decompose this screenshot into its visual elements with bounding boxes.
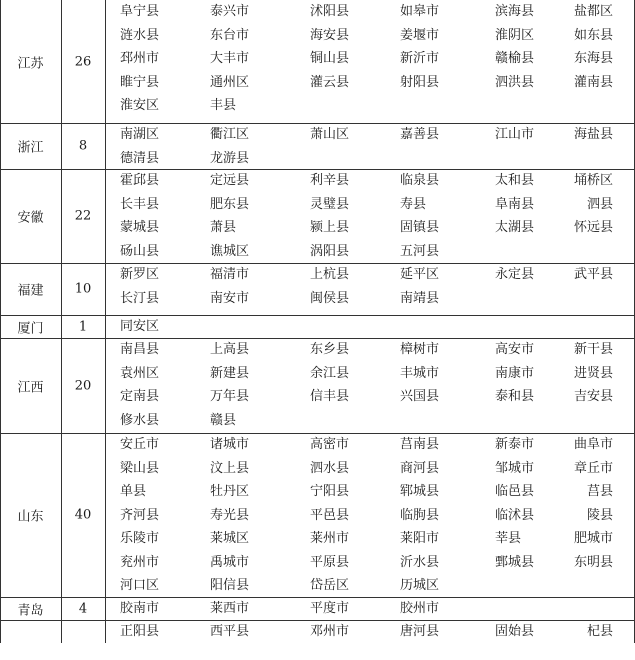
county-name: 谯城区 <box>210 243 250 259</box>
county-name: 商河县 <box>400 460 440 476</box>
county-name: 正阳县 <box>120 624 160 639</box>
county-name: 寿光县 <box>210 507 250 523</box>
county-name: 定南县 <box>120 389 160 404</box>
county-name: 江山市 <box>495 127 535 142</box>
county-name: 新建县 <box>210 365 250 381</box>
county-list-cell <box>105 263 635 315</box>
county-name: 萧县 <box>210 220 237 235</box>
county-name: 陵县 <box>586 507 613 523</box>
county-count: 40 <box>74 507 92 523</box>
county-name: 禹城市 <box>210 554 250 570</box>
county-name: 新罗区 <box>120 267 160 282</box>
county-name: 单县 <box>120 484 147 499</box>
county-name: 利辛县 <box>310 173 350 188</box>
county-name: 临沭县 <box>495 507 535 523</box>
county-name: 蒙城县 <box>120 220 160 235</box>
county-name: 灌南县 <box>573 74 613 90</box>
county-name: 新泰市 <box>495 437 535 452</box>
county-name: 埇桥区 <box>573 173 613 188</box>
count-cell <box>61 338 105 433</box>
county-name: 平度市 <box>310 601 350 616</box>
county-count: 10 <box>74 281 92 297</box>
county-name: 胶南市 <box>120 601 160 616</box>
county-name: 齐河县 <box>120 507 160 523</box>
county-name: 胶州市 <box>400 601 440 616</box>
row-divider <box>0 338 635 339</box>
county-count: 4 <box>78 601 88 616</box>
county-name: 莱城区 <box>210 531 250 546</box>
row-divider <box>0 169 635 170</box>
county-name: 阜南县 <box>495 196 535 212</box>
county-name: 泗水县 <box>310 460 350 476</box>
county-name: 河口区 <box>120 578 160 593</box>
county-name: 固始县 <box>495 624 535 639</box>
county-name: 淮阴区 <box>495 27 535 43</box>
county-list-cell <box>105 0 635 123</box>
county-name: 莱阳市 <box>400 531 440 546</box>
county-name: 滨海县 <box>495 4 535 19</box>
county-count: 26 <box>74 54 92 69</box>
county-name: 上高县 <box>210 342 250 357</box>
row-divider <box>0 315 635 316</box>
county-name: 通州区 <box>210 74 250 90</box>
county-name: 涡阳县 <box>310 243 350 259</box>
row-divider <box>0 123 635 124</box>
county-name: 修水县 <box>120 412 160 428</box>
county-name: 盐都区 <box>573 4 613 19</box>
county-list-cell <box>105 597 635 620</box>
county-name: 淮安区 <box>120 98 160 113</box>
table-row <box>0 315 635 338</box>
county-name: 兖州市 <box>120 554 160 570</box>
county-name: 五河县 <box>400 243 440 259</box>
row-divider <box>0 597 635 598</box>
county-name: 梁山县 <box>120 460 160 476</box>
county-name: 姜堰市 <box>400 27 440 43</box>
province-name: 山东 <box>17 509 44 525</box>
county-name: 砀山县 <box>120 243 160 259</box>
table-row <box>0 620 635 660</box>
column-divider <box>61 0 62 643</box>
county-name: 莘县 <box>495 531 522 546</box>
county-name: 太和县 <box>495 173 535 188</box>
county-name: 安丘市 <box>120 437 160 452</box>
county-name: 鄄城县 <box>495 554 535 570</box>
county-name: 高密市 <box>310 437 350 452</box>
county-name: 长汀县 <box>120 290 160 306</box>
county-name: 涟水县 <box>120 27 160 43</box>
count-cell <box>61 597 105 620</box>
table-row <box>0 169 635 263</box>
count-cell <box>61 169 105 263</box>
county-name: 泰兴市 <box>210 4 250 19</box>
county-name: 平邑县 <box>310 507 350 523</box>
county-count: 1 <box>78 319 88 334</box>
row-divider <box>0 433 635 434</box>
county-name: 杞县 <box>586 624 613 639</box>
county-name: 丰县 <box>210 98 237 113</box>
county-name: 东明县 <box>573 554 613 570</box>
county-name: 余江县 <box>310 365 350 381</box>
county-name: 海盐县 <box>573 127 613 142</box>
province-cell <box>0 169 61 263</box>
county-name: 阜宁县 <box>120 4 160 19</box>
county-name: 东台市 <box>210 27 250 43</box>
county-name: 南安市 <box>210 290 250 306</box>
county-name: 唐河县 <box>400 624 440 639</box>
county-name: 寿县 <box>400 196 427 212</box>
county-name: 邹城市 <box>495 460 535 476</box>
province-cell <box>0 597 61 620</box>
county-name: 同安区 <box>120 319 160 334</box>
province-cell <box>0 0 61 123</box>
province-name: 安徽 <box>17 210 44 226</box>
county-name: 霍邱县 <box>120 173 160 188</box>
county-name: 怀远县 <box>573 220 613 235</box>
county-name: 历城区 <box>400 578 440 593</box>
table-row <box>0 597 635 620</box>
county-name: 诸城市 <box>210 437 250 452</box>
table-row <box>0 0 635 123</box>
count-cell <box>61 263 105 315</box>
province-name: 江苏 <box>17 56 44 71</box>
county-list-cell <box>105 620 635 660</box>
province-cell <box>0 338 61 433</box>
province-name: 福建 <box>17 283 44 299</box>
province-cell <box>0 620 61 660</box>
county-count: 8 <box>78 138 88 154</box>
county-name: 赣县 <box>210 412 237 428</box>
county-name: 邳州市 <box>120 51 160 66</box>
count-cell <box>61 0 105 123</box>
county-name: 龙游县 <box>210 150 250 166</box>
county-name: 信丰县 <box>310 389 350 404</box>
county-name: 乐陵市 <box>120 531 160 546</box>
column-divider <box>105 0 106 643</box>
county-name: 铜山县 <box>310 51 350 66</box>
county-name: 樟树市 <box>400 342 440 357</box>
county-name: 海安县 <box>310 27 350 43</box>
county-count: 22 <box>74 208 92 224</box>
province-cell <box>0 315 61 338</box>
province-name: 厦门 <box>17 321 44 336</box>
count-cell <box>61 620 105 660</box>
county-count: 20 <box>74 378 92 393</box>
row-divider <box>0 263 635 264</box>
table-row <box>0 338 635 433</box>
county-name: 灌云县 <box>310 74 350 90</box>
count-cell <box>61 433 105 597</box>
county-name: 灵璧县 <box>310 196 350 212</box>
county-name: 袁州区 <box>120 365 160 381</box>
county-name: 南靖县 <box>400 290 440 306</box>
county-name: 上杭县 <box>310 267 350 282</box>
count-cell <box>61 315 105 338</box>
province-cell <box>0 123 61 169</box>
county-name: 郓城县 <box>400 484 440 499</box>
county-name: 临邑县 <box>495 484 535 499</box>
county-name: 兴国县 <box>400 389 440 404</box>
table-row <box>0 123 635 169</box>
county-name: 西平县 <box>210 624 250 639</box>
county-name: 萧山区 <box>310 127 350 142</box>
county-list-cell <box>105 433 635 597</box>
county-name: 德清县 <box>120 150 160 166</box>
county-name: 睢宁县 <box>120 74 160 90</box>
county-name: 闽侯县 <box>310 290 350 306</box>
county-name: 曲阜市 <box>573 437 613 452</box>
county-name: 岱岳区 <box>310 578 350 593</box>
county-name: 莱州市 <box>310 531 350 546</box>
county-name: 东乡县 <box>310 342 350 357</box>
county-name: 莱西市 <box>210 601 250 616</box>
county-name: 临朐县 <box>400 507 440 523</box>
province-name: 青岛 <box>17 603 44 618</box>
county-name: 大丰市 <box>210 51 250 66</box>
count-cell <box>61 123 105 169</box>
county-name: 长丰县 <box>120 196 160 212</box>
table-row <box>0 433 635 597</box>
county-name: 邓州市 <box>310 624 350 639</box>
county-name: 泗县 <box>586 196 613 212</box>
county-name: 平原县 <box>310 554 350 570</box>
county-name: 泰和县 <box>495 389 535 404</box>
county-name: 武平县 <box>573 267 613 282</box>
county-name: 福清市 <box>210 267 250 282</box>
province-cell <box>0 263 61 315</box>
county-list-cell <box>105 123 635 169</box>
county-name: 如皋市 <box>400 4 440 19</box>
county-name: 阳信县 <box>210 578 250 593</box>
county-name: 沂水县 <box>400 554 440 570</box>
county-name: 固镇县 <box>400 220 440 235</box>
county-name: 宁阳县 <box>310 484 350 499</box>
county-name: 射阳县 <box>400 74 440 90</box>
county-name: 赣榆县 <box>495 51 535 66</box>
county-name: 衢江区 <box>210 127 250 142</box>
county-name: 新沂市 <box>400 51 440 66</box>
county-name: 汶上县 <box>210 460 250 476</box>
county-name: 嘉善县 <box>400 127 440 142</box>
county-name: 章丘市 <box>573 460 613 476</box>
county-name: 肥东县 <box>210 196 250 212</box>
county-name: 万年县 <box>210 389 250 404</box>
county-name: 延平区 <box>400 267 440 282</box>
county-name: 沭阳县 <box>310 4 350 19</box>
county-name: 牡丹区 <box>210 484 250 499</box>
county-name: 莒南县 <box>400 437 440 452</box>
province-name: 江西 <box>17 380 44 395</box>
county-name: 东海县 <box>573 51 613 66</box>
province-cell <box>0 433 61 597</box>
county-name: 新干县 <box>573 342 613 357</box>
county-name: 永定县 <box>495 267 535 282</box>
county-name: 南昌县 <box>120 342 160 357</box>
county-name: 颍上县 <box>310 220 350 235</box>
county-name: 南湖区 <box>120 127 160 142</box>
county-name: 肥城市 <box>573 531 613 546</box>
county-name: 丰城市 <box>400 365 440 381</box>
county-name: 临泉县 <box>400 173 440 188</box>
county-name: 泗洪县 <box>495 74 535 90</box>
county-name: 高安市 <box>495 342 535 357</box>
county-name: 定远县 <box>210 173 250 188</box>
county-name: 进贤县 <box>573 365 613 381</box>
county-list-cell <box>105 338 635 433</box>
row-divider <box>0 620 635 621</box>
column-divider <box>0 0 1 643</box>
county-name: 太湖县 <box>495 220 535 235</box>
county-list-cell <box>105 169 635 263</box>
county-name: 南康市 <box>495 365 535 381</box>
province-name: 浙江 <box>17 140 44 156</box>
county-name: 莒县 <box>586 484 613 499</box>
table-row <box>0 263 635 315</box>
county-name: 如东县 <box>573 27 613 43</box>
county-list-cell <box>105 315 635 338</box>
county-name: 吉安县 <box>573 389 613 404</box>
